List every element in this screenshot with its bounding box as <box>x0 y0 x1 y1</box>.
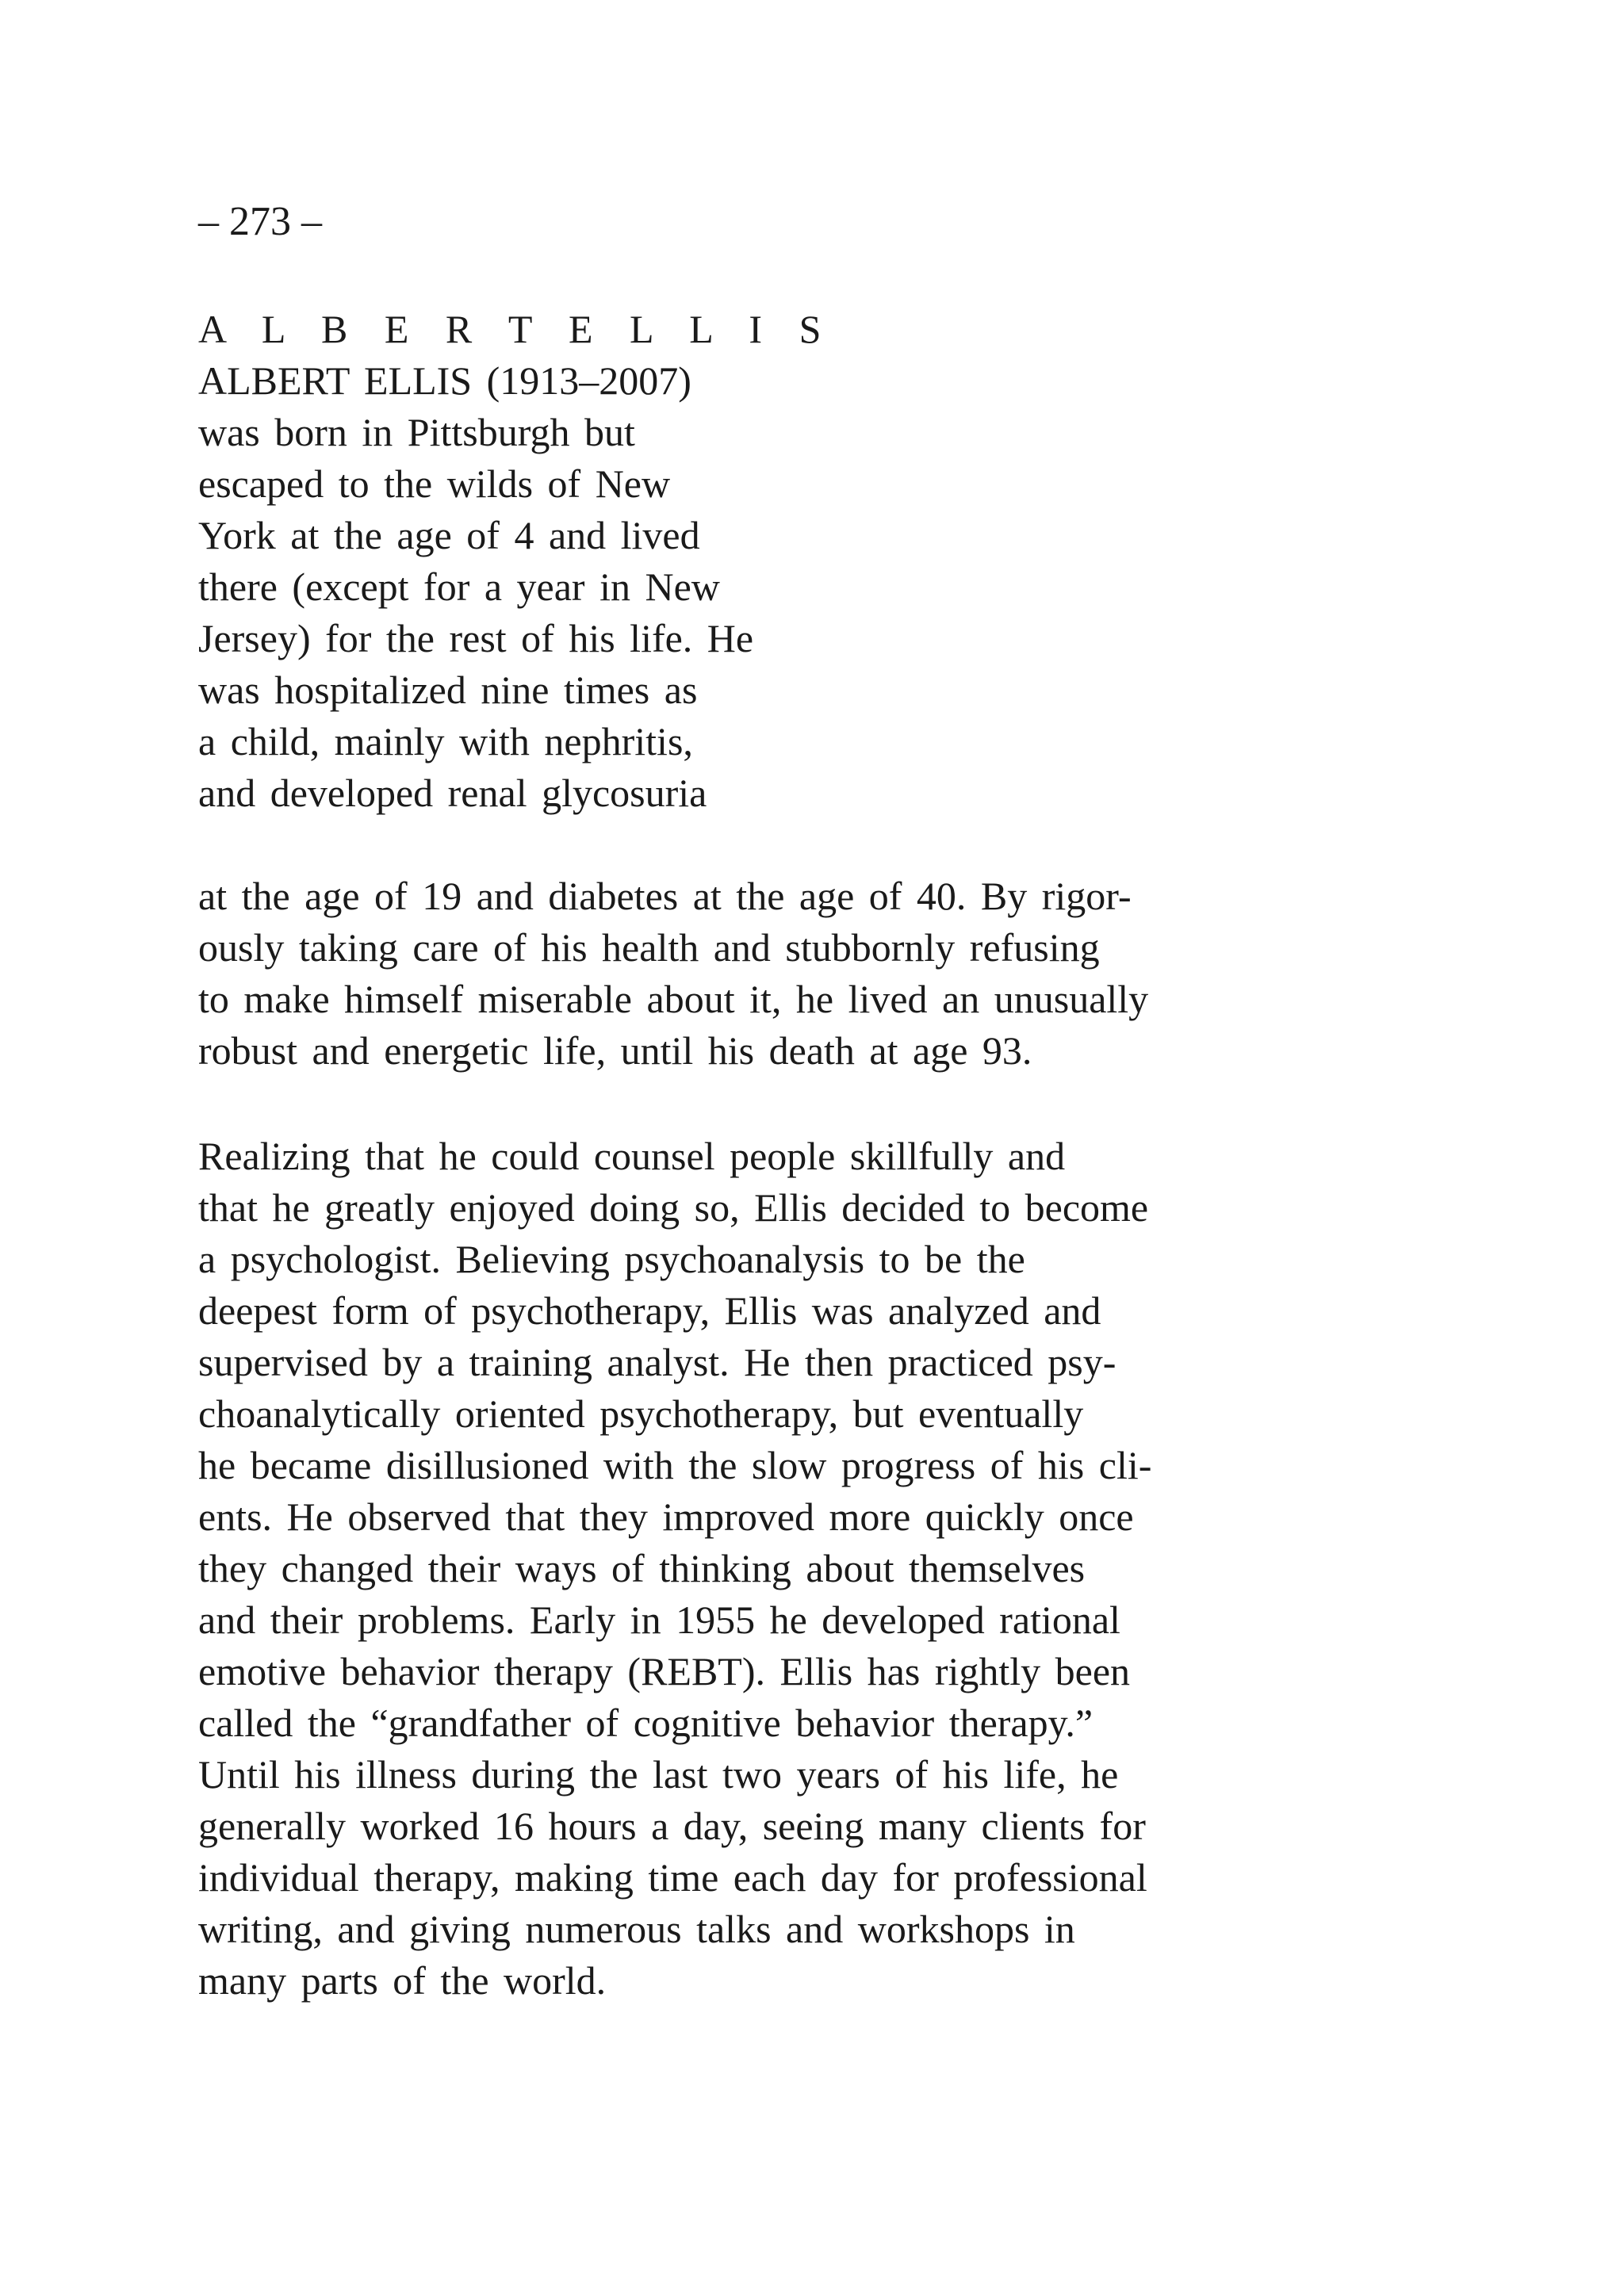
paragraph-line: emotive behavior therapy (REBT). Ellis has rightly been <box>198 1649 1131 1693</box>
paragraph-line: ously taking care of his health and stubbornly refusing <box>198 925 1100 970</box>
paragraph-line: writing, and giving numerous talks and workshops in <box>198 1907 1075 1951</box>
paragraph-line: ents. He observed that they improved more quickly once <box>198 1494 1134 1539</box>
paragraph-line: they changed their ways of thinking about themselves <box>198 1546 1086 1590</box>
paragraph-line: deepest form of psychotherapy, Ellis was analyzed and <box>198 1288 1101 1333</box>
paragraph-line: he became disillusioned with the slow progress of his cli- <box>198 1443 1152 1487</box>
paragraph-line: generally worked 16 hours a day, seeing many clients for <box>198 1804 1146 1848</box>
intro-line: was born in Pittsburgh but <box>198 410 635 454</box>
paragraph-line: called the “grandfather of cognitive behavior therapy.” <box>198 1701 1094 1745</box>
intro-line: escaped to the wilds of New <box>198 461 671 506</box>
paragraph-line: robust and energetic life, until his death at age 93. <box>198 1028 1032 1073</box>
intro-line: York at the age of 4 and lived <box>198 513 700 557</box>
intro-line: a child, mainly with nephritis, <box>198 719 693 763</box>
section-title: A L B E R T E L L I S <box>198 307 833 351</box>
paragraph-line: and their problems. Early in 1955 he developed rational <box>198 1598 1120 1642</box>
paragraph-line: choanalytically oriented psychotherapy, but eventually <box>198 1391 1084 1436</box>
paragraph-line: supervised by a training analyst. He then practiced psy- <box>198 1340 1116 1384</box>
paragraph-line: Realizing that he could counsel people skillfully and <box>198 1134 1066 1178</box>
paragraph-line: Until his illness during the last two years of his life, he <box>198 1752 1119 1797</box>
intro-line: was hospitalized nine times as <box>198 668 698 712</box>
paragraph-line: a psychologist. Believing psychoanalysis to be the <box>198 1237 1025 1281</box>
intro-line: there (except for a year in New <box>198 564 720 609</box>
paragraph-line: many parts of the world. <box>198 1958 607 2003</box>
intro-line: Jersey) for the rest of his life. He <box>198 616 754 660</box>
paragraph-line: individual therapy, making time each day for professional <box>198 1855 1147 1900</box>
paragraph-line: to make himself miserable about it, he lived an unusually <box>198 977 1149 1021</box>
intro-line: ALBERT ELLIS (1913–2007) <box>198 358 691 403</box>
paragraph-line: at the age of 19 and diabetes at the age of 40. By rigor- <box>198 874 1132 918</box>
document-page <box>198 0 1435 2296</box>
intro-line: and developed renal glycosuria <box>198 771 707 815</box>
page-number: – 273 – <box>198 199 322 244</box>
paragraph-line: that he greatly enjoyed doing so, Ellis decided to become <box>198 1185 1149 1230</box>
